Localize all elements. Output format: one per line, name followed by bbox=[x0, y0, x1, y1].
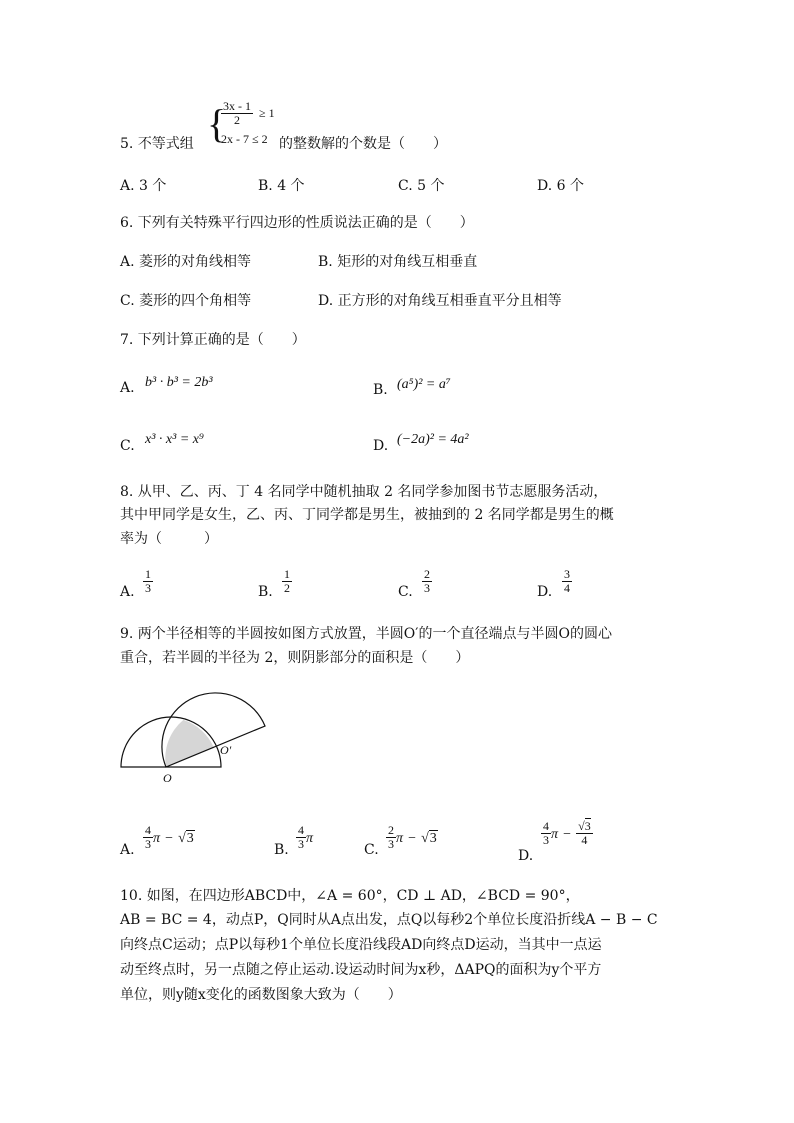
q9-option-a-expr bbox=[143, 824, 195, 851]
fraction-numerator: 1 bbox=[145, 567, 151, 581]
radicand: 3 bbox=[186, 831, 194, 846]
q6-option-c: C. 菱形的四个角相等 bbox=[120, 293, 252, 309]
fraction-denominator: 3 bbox=[543, 833, 549, 847]
fraction-numerator: 3 bbox=[564, 567, 570, 581]
coefficient-fraction bbox=[143, 824, 153, 851]
q8-option-d-fraction bbox=[562, 568, 572, 595]
q9-option-d-expr bbox=[541, 820, 593, 847]
pi-symbol: π bbox=[153, 831, 161, 846]
pi-symbol: π bbox=[551, 827, 559, 842]
system-line1-fraction bbox=[221, 100, 253, 127]
q5-option-a: A. 3 个 bbox=[120, 178, 167, 194]
fraction-numerator: 2 bbox=[424, 567, 430, 581]
q6-option-d: D. 正方形的对角线互相垂直平分且相等 bbox=[318, 293, 562, 309]
shaded-region bbox=[165, 720, 214, 767]
q7-option-a-expr: b³ · b³ = 2b³ bbox=[145, 375, 213, 390]
pi-symbol: π bbox=[306, 831, 314, 846]
root-fraction bbox=[576, 820, 593, 847]
q10-line5: 单位，则y随x变化的函数图象大致为（ ） bbox=[120, 987, 402, 1003]
label-o: O bbox=[163, 771, 172, 785]
q9-line1: 9. 两个半径相等的半圆按如图方式放置，半圆O′的一个直径端点与半圆O的圆心 bbox=[120, 626, 612, 642]
q9-line2: 重合，若半圆的半径为 2，则阴影部分的面积是（ ） bbox=[120, 650, 470, 666]
q9-figure bbox=[110, 690, 280, 790]
fraction-denominator: 2 bbox=[234, 113, 240, 127]
q6-option-a: A. 菱形的对角线相等 bbox=[120, 254, 252, 270]
q9-option-c-label: C. bbox=[364, 842, 379, 858]
fraction-denominator: 4 bbox=[564, 581, 570, 595]
fraction-numerator: 1 bbox=[284, 567, 290, 581]
q5-stem-after: 的整数解的个数是（ ） bbox=[279, 136, 447, 152]
fraction-denominator: 3 bbox=[388, 837, 394, 851]
minus-sign: − bbox=[563, 827, 572, 842]
q7-option-b-expr: (a⁵)² = a⁷ bbox=[397, 377, 451, 392]
label-o-prime: O′ bbox=[220, 743, 232, 757]
q7-stem: 7. 下列计算正确的是（ ） bbox=[120, 332, 306, 348]
radicand: 3 bbox=[584, 819, 591, 833]
q10-line4: 动至终点时，另一点随之停止运动.设运动时间为x秒，ΔAPQ的面积为y个平方 bbox=[120, 962, 602, 978]
q7-option-a-label: A. bbox=[120, 380, 135, 396]
fraction-numerator: 4 bbox=[298, 823, 304, 837]
q8-option-a-label: A. bbox=[120, 584, 135, 600]
q9-option-a-label: A. bbox=[120, 842, 135, 858]
q8-option-a-fraction bbox=[143, 568, 153, 595]
fraction-denominator: 3 bbox=[145, 581, 151, 595]
fraction-denominator: 3 bbox=[298, 837, 304, 851]
system-line1-relation: ≥ 1 bbox=[259, 106, 275, 120]
q9-option-d-label: D. bbox=[518, 848, 534, 864]
q7-option-d-label: D. bbox=[373, 438, 389, 454]
fraction-denominator: 3 bbox=[145, 837, 151, 851]
q8-option-c-label: C. bbox=[398, 584, 413, 600]
q10-line2: AB = BC = 4，动点P，Q同时从A点出发，点Q以每秒2个单位长度沿折线A − B − C bbox=[120, 912, 658, 928]
q8-option-d-label: D. bbox=[537, 584, 553, 600]
question-number: 5. bbox=[120, 136, 134, 152]
fraction-numerator: 2 bbox=[388, 823, 394, 837]
q5-option-d: D. 6 个 bbox=[537, 178, 584, 194]
q5-stem-before bbox=[120, 134, 194, 154]
q8-line1: 8. 从甲、乙、丙、丁 4 名同学中随机抽取 2 名同学参加图书节志愿服务活动， bbox=[120, 484, 608, 500]
square-root: √3 bbox=[178, 831, 194, 846]
q8-line3: 率为（ ） bbox=[120, 531, 218, 547]
coefficient-fraction bbox=[386, 824, 396, 851]
q8-line2: 其中甲同学是女生，乙、丙、丁同学都是男生，被抽到的 2 名同学都是男生的概 bbox=[120, 507, 614, 523]
q5-stem-text: 不等式组 bbox=[137, 136, 194, 152]
system-line2: 2x - 7 ≤ 2 bbox=[221, 132, 268, 146]
coefficient-fraction bbox=[296, 824, 306, 851]
q7-option-d-expr: (−2a)² = 4a² bbox=[397, 432, 469, 447]
square-root: √3 bbox=[421, 831, 437, 846]
pi-symbol: π bbox=[396, 831, 404, 846]
system-brace: { bbox=[207, 101, 227, 146]
fraction-numerator: 4 bbox=[145, 823, 151, 837]
q5-option-c: C. 5 个 bbox=[398, 178, 445, 194]
fraction-denominator: 4 bbox=[581, 833, 588, 847]
fraction-numerator: √3 bbox=[578, 819, 591, 833]
q5-option-b: B. 4 个 bbox=[258, 178, 305, 194]
fraction-denominator: 2 bbox=[284, 581, 290, 595]
q9-option-b-label: B. bbox=[274, 842, 289, 858]
fraction-numerator: 3x - 1 bbox=[223, 99, 251, 113]
q6-stem: 6. 下列有关特殊平行四边形的性质说法正确的是（ ） bbox=[120, 215, 474, 231]
q7-option-c-label: C. bbox=[120, 438, 135, 454]
q6-option-b: B. 矩形的对角线互相垂直 bbox=[318, 254, 478, 270]
fraction-denominator: 3 bbox=[424, 581, 430, 595]
coefficient-fraction bbox=[541, 820, 551, 847]
minus-sign: − bbox=[408, 831, 417, 846]
q9-option-b-expr bbox=[296, 824, 313, 851]
q8-option-b-label: B. bbox=[258, 584, 273, 600]
radicand: 3 bbox=[429, 831, 437, 846]
q9-option-c-expr bbox=[386, 824, 438, 851]
q8-option-c-fraction bbox=[422, 568, 432, 595]
q8-option-b-fraction bbox=[282, 568, 292, 595]
q7-option-c-expr: x³ · x³ = x⁹ bbox=[145, 432, 204, 447]
q10-line3: 向终点C运动；点P以每秒1个单位长度沿线段AD向终点D运动，当其中一点运 bbox=[120, 937, 602, 953]
minus-sign: − bbox=[165, 831, 174, 846]
fraction-numerator: 4 bbox=[543, 819, 549, 833]
q10-line1: 10. 如图，在四边形ABCD中，∠A = 60°，CD ⊥ AD，∠BCD = 90°， bbox=[120, 888, 580, 904]
q7-option-b-label: B. bbox=[373, 382, 388, 398]
